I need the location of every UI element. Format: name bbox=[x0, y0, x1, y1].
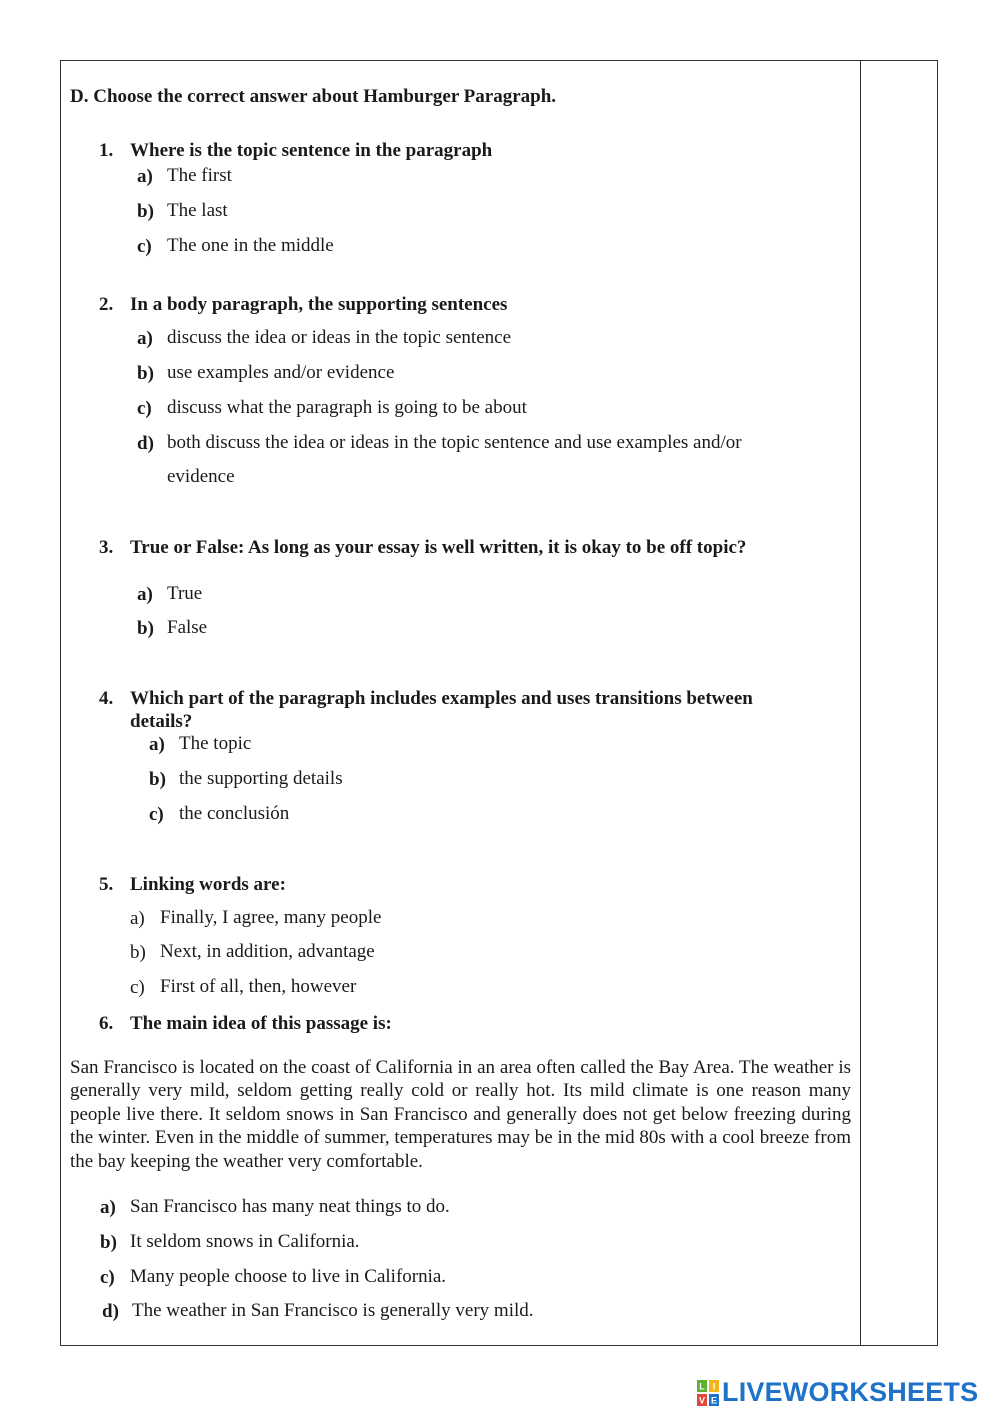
q3-option-b[interactable]: False bbox=[167, 617, 208, 638]
q3-option-a[interactable]: True bbox=[167, 583, 203, 604]
q5-option-a[interactable]: Finally, I agree, many people bbox=[160, 907, 382, 928]
svg-text:I: I bbox=[712, 1381, 716, 1392]
q5-option-a-letter: a) bbox=[130, 908, 145, 929]
q4-option-b-letter: b) bbox=[149, 769, 166, 790]
q5-option-c[interactable]: First of all, then, however bbox=[160, 976, 357, 997]
q3-option-b-letter: b) bbox=[137, 618, 154, 639]
q6-option-c-letter: c) bbox=[100, 1267, 115, 1288]
q6-option-d[interactable]: The weather in San Francisco is generally very mild. bbox=[132, 1300, 534, 1321]
svg-text:E: E bbox=[710, 1395, 718, 1406]
q6-option-c[interactable]: Many people choose to live in California. bbox=[130, 1266, 447, 1287]
q4-option-c[interactable]: the conclusión bbox=[179, 803, 290, 824]
q5-option-c-letter: c) bbox=[130, 977, 145, 998]
liveworksheets-logo-icon bbox=[697, 1380, 719, 1406]
question-4-text: Which part of the paragraph includes examples and uses transitions between bbox=[130, 688, 753, 709]
question-2-text: In a body paragraph, the supporting sentences bbox=[130, 294, 508, 315]
question-4-number: 4. bbox=[99, 688, 114, 709]
question-4-text-continued: details? bbox=[130, 711, 193, 732]
question-5-text: Linking words are: bbox=[130, 874, 286, 895]
q4-option-a[interactable]: The topic bbox=[179, 733, 252, 754]
q3-option-a-letter: a) bbox=[137, 584, 153, 605]
question-5-number: 5. bbox=[99, 874, 114, 895]
q2-option-a-letter: a) bbox=[137, 328, 153, 349]
q2-option-b-letter: b) bbox=[137, 363, 154, 384]
question-6-text: The main idea of this passage is: bbox=[130, 1013, 392, 1034]
q2-option-d[interactable]: both discuss the idea or ideas in the topic sentence and use examples and/or bbox=[167, 432, 742, 453]
q4-option-a-letter: a) bbox=[149, 734, 165, 755]
section-heading: D. Choose the correct answer about Hamburger Paragraph. bbox=[70, 86, 557, 107]
q1-option-a-letter: a) bbox=[137, 166, 153, 187]
q4-option-b[interactable]: the supporting details bbox=[179, 768, 343, 789]
answer-column-divider bbox=[860, 60, 861, 1346]
reading-passage: San Francisco is located on the coast of California in an area often called the Bay Area. The weather is generally very mild, seldom getting really cold or really hot. Its mild climate is one reason many people live there. It seldom snows in San Francisco and generally does not get below freezing during the winter. Even in the middle of summer, temperatures may be in the mid 80s with a cool breeze from the bay keeping the weather very comfortable. bbox=[70, 1057, 851, 1172]
q1-option-b-letter: b) bbox=[137, 201, 154, 222]
q1-option-c[interactable]: The one in the middle bbox=[167, 235, 334, 256]
q1-option-c-letter: c) bbox=[137, 236, 152, 257]
q4-option-c-letter: c) bbox=[149, 804, 164, 825]
q1-option-b[interactable]: The last bbox=[167, 200, 228, 221]
q2-option-d-continued[interactable]: evidence bbox=[167, 466, 235, 487]
q5-option-b[interactable]: Next, in addition, advantage bbox=[160, 941, 375, 962]
q6-option-a-letter: a) bbox=[100, 1197, 116, 1218]
q1-option-a[interactable]: The first bbox=[167, 165, 232, 186]
question-3-text: True or False: As long as your essay is well written, it is okay to be off topic? bbox=[130, 537, 747, 558]
q2-option-c-letter: c) bbox=[137, 398, 152, 419]
svg-text:V: V bbox=[698, 1395, 706, 1406]
question-6-number: 6. bbox=[99, 1013, 114, 1034]
question-2-number: 2. bbox=[99, 294, 114, 315]
q2-option-b[interactable]: use examples and/or evidence bbox=[167, 362, 395, 383]
question-1-text: Where is the topic sentence in the paragraph bbox=[130, 140, 493, 161]
svg-text:L: L bbox=[699, 1381, 705, 1392]
liveworksheets-logo-text[interactable]: LIVEWORKSHEETS bbox=[722, 1377, 979, 1407]
question-1-number: 1. bbox=[99, 140, 114, 161]
q5-option-b-letter: b) bbox=[130, 942, 146, 963]
q6-option-b[interactable]: It seldom snows in California. bbox=[130, 1231, 360, 1252]
q6-option-b-letter: b) bbox=[100, 1232, 117, 1253]
q2-option-c[interactable]: discuss what the paragraph is going to be about bbox=[167, 397, 527, 418]
q2-option-a[interactable]: discuss the idea or ideas in the topic sentence bbox=[167, 327, 512, 348]
q2-option-d-letter: d) bbox=[137, 433, 154, 454]
q6-option-d-letter: d) bbox=[102, 1301, 119, 1322]
q6-option-a[interactable]: San Francisco has many neat things to do. bbox=[130, 1196, 450, 1217]
question-3-number: 3. bbox=[99, 537, 114, 558]
